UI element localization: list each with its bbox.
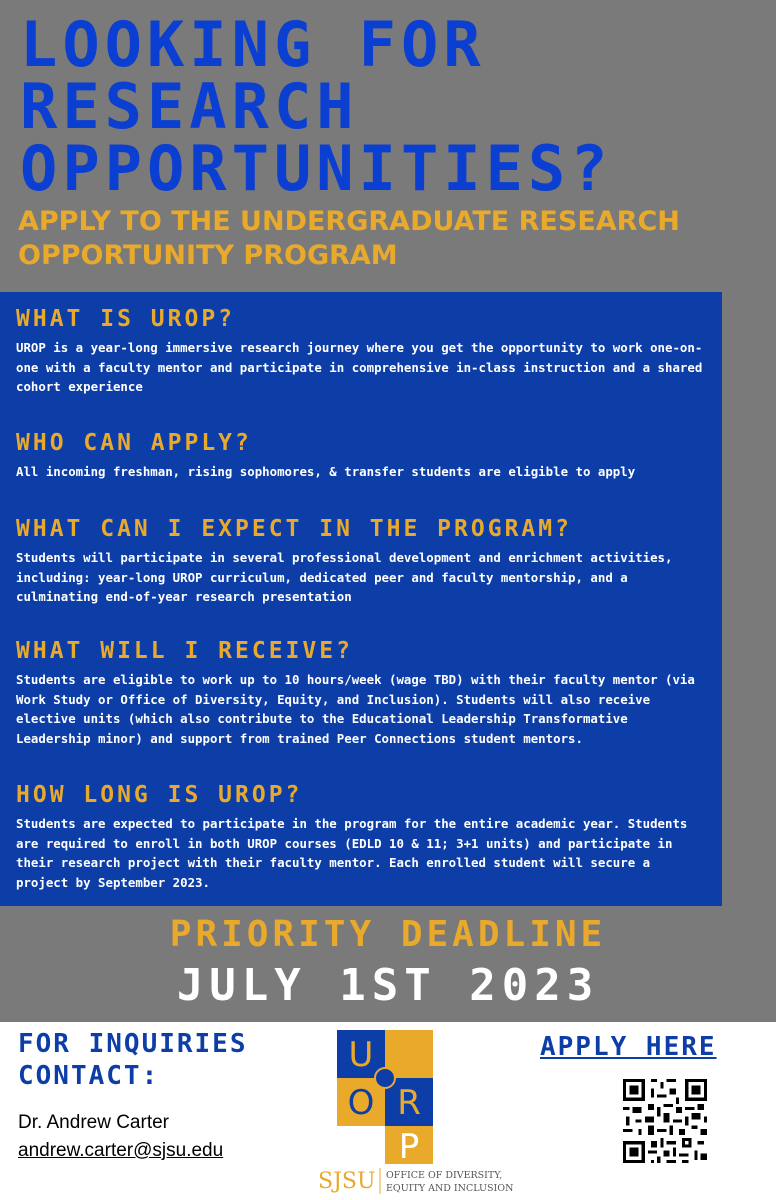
- qr-code-icon[interactable]: [620, 1076, 710, 1166]
- contact-email-link[interactable]: andrew.carter@sjsu.edu: [18, 1140, 224, 1161]
- section-body-what-to-expect: Students will participate in several professional development and enrichment activities, including: year-long UROP curriculum, dedicated peer and faculty mentorship, and a culminating end-of-year research presentation: [16, 550, 673, 604]
- info-panel: [0, 292, 722, 906]
- logo-letter-p: P: [398, 1127, 420, 1164]
- section-body-who-can-apply: All incoming freshman, rising sophomores, & transfer students are eligible to apply: [16, 464, 636, 479]
- section-title-how-long: HOW LONG IS UROP?: [16, 782, 303, 808]
- sjsu-office-logo: [318, 1158, 518, 1198]
- apply-here-link[interactable]: APPLY HERE: [540, 1032, 717, 1062]
- section-title-what-to-expect: WHAT CAN I EXPECT IN THE PROGRAM?: [16, 516, 572, 542]
- spartan-mascot-icon: [375, 1068, 395, 1088]
- section-body-what-is-urop: UROP is a year-long immersive research journey where you get the opportunity to work one-on-one with a faculty mentor and participate in comprehensive in-class instruction and a shared cohort experience: [16, 340, 703, 394]
- subheadline: APPLY TO THE UNDERGRADUATE RESEARCH OPPORTUNITY PROGRAM: [18, 206, 680, 271]
- logo-letter-o: O: [347, 1083, 375, 1123]
- contact-heading: FOR INQUIRIES CONTACT:: [18, 1029, 248, 1091]
- section-body-what-will-i-receive: Students are eligible to work up to 10 hours/week (wage TBD) with their faculty mentor (via Work Study or Office of Diversity, Equity, and Inclusion). Students will also receive elective units (which also contribute to the Educational Leadership Transformative Leadership minor) and support from trained Peer Connections student mentors.: [16, 672, 695, 746]
- section-title-what-is-urop: WHAT IS UROP?: [16, 306, 236, 332]
- contact-name: Dr. Andrew Carter: [18, 1112, 169, 1133]
- deadline-date: JULY 1ST 2023: [176, 960, 600, 1011]
- sjsu-wordmark: SJSU: [318, 1169, 376, 1194]
- office-line-2: EQUITY AND INCLUSION: [386, 1183, 514, 1194]
- section-body-how-long: Students are expected to participate in the program for the entire academic year. Students are required to enroll in both UROP courses (EDLD 10 & 11; 3+1 units) and participate in their research project with their faculty mentor. Each enrolled student will secure a project by September 2023.: [16, 816, 688, 890]
- section-title-who-can-apply: WHO CAN APPLY?: [16, 430, 252, 456]
- priority-deadline-label: PRIORITY DEADLINE: [169, 914, 607, 955]
- office-line-1: OFFICE OF DIVERSITY,: [386, 1170, 503, 1181]
- logo-letter-r: R: [397, 1083, 421, 1123]
- headline: LOOKING FOR RESEARCH OPPORTUNITIES?: [20, 8, 613, 205]
- logo-letter-u: U: [348, 1035, 374, 1075]
- urop-logo: [337, 1030, 433, 1164]
- section-title-what-will-i-receive: WHAT WILL I RECEIVE?: [16, 638, 353, 664]
- footer: [0, 1022, 776, 1200]
